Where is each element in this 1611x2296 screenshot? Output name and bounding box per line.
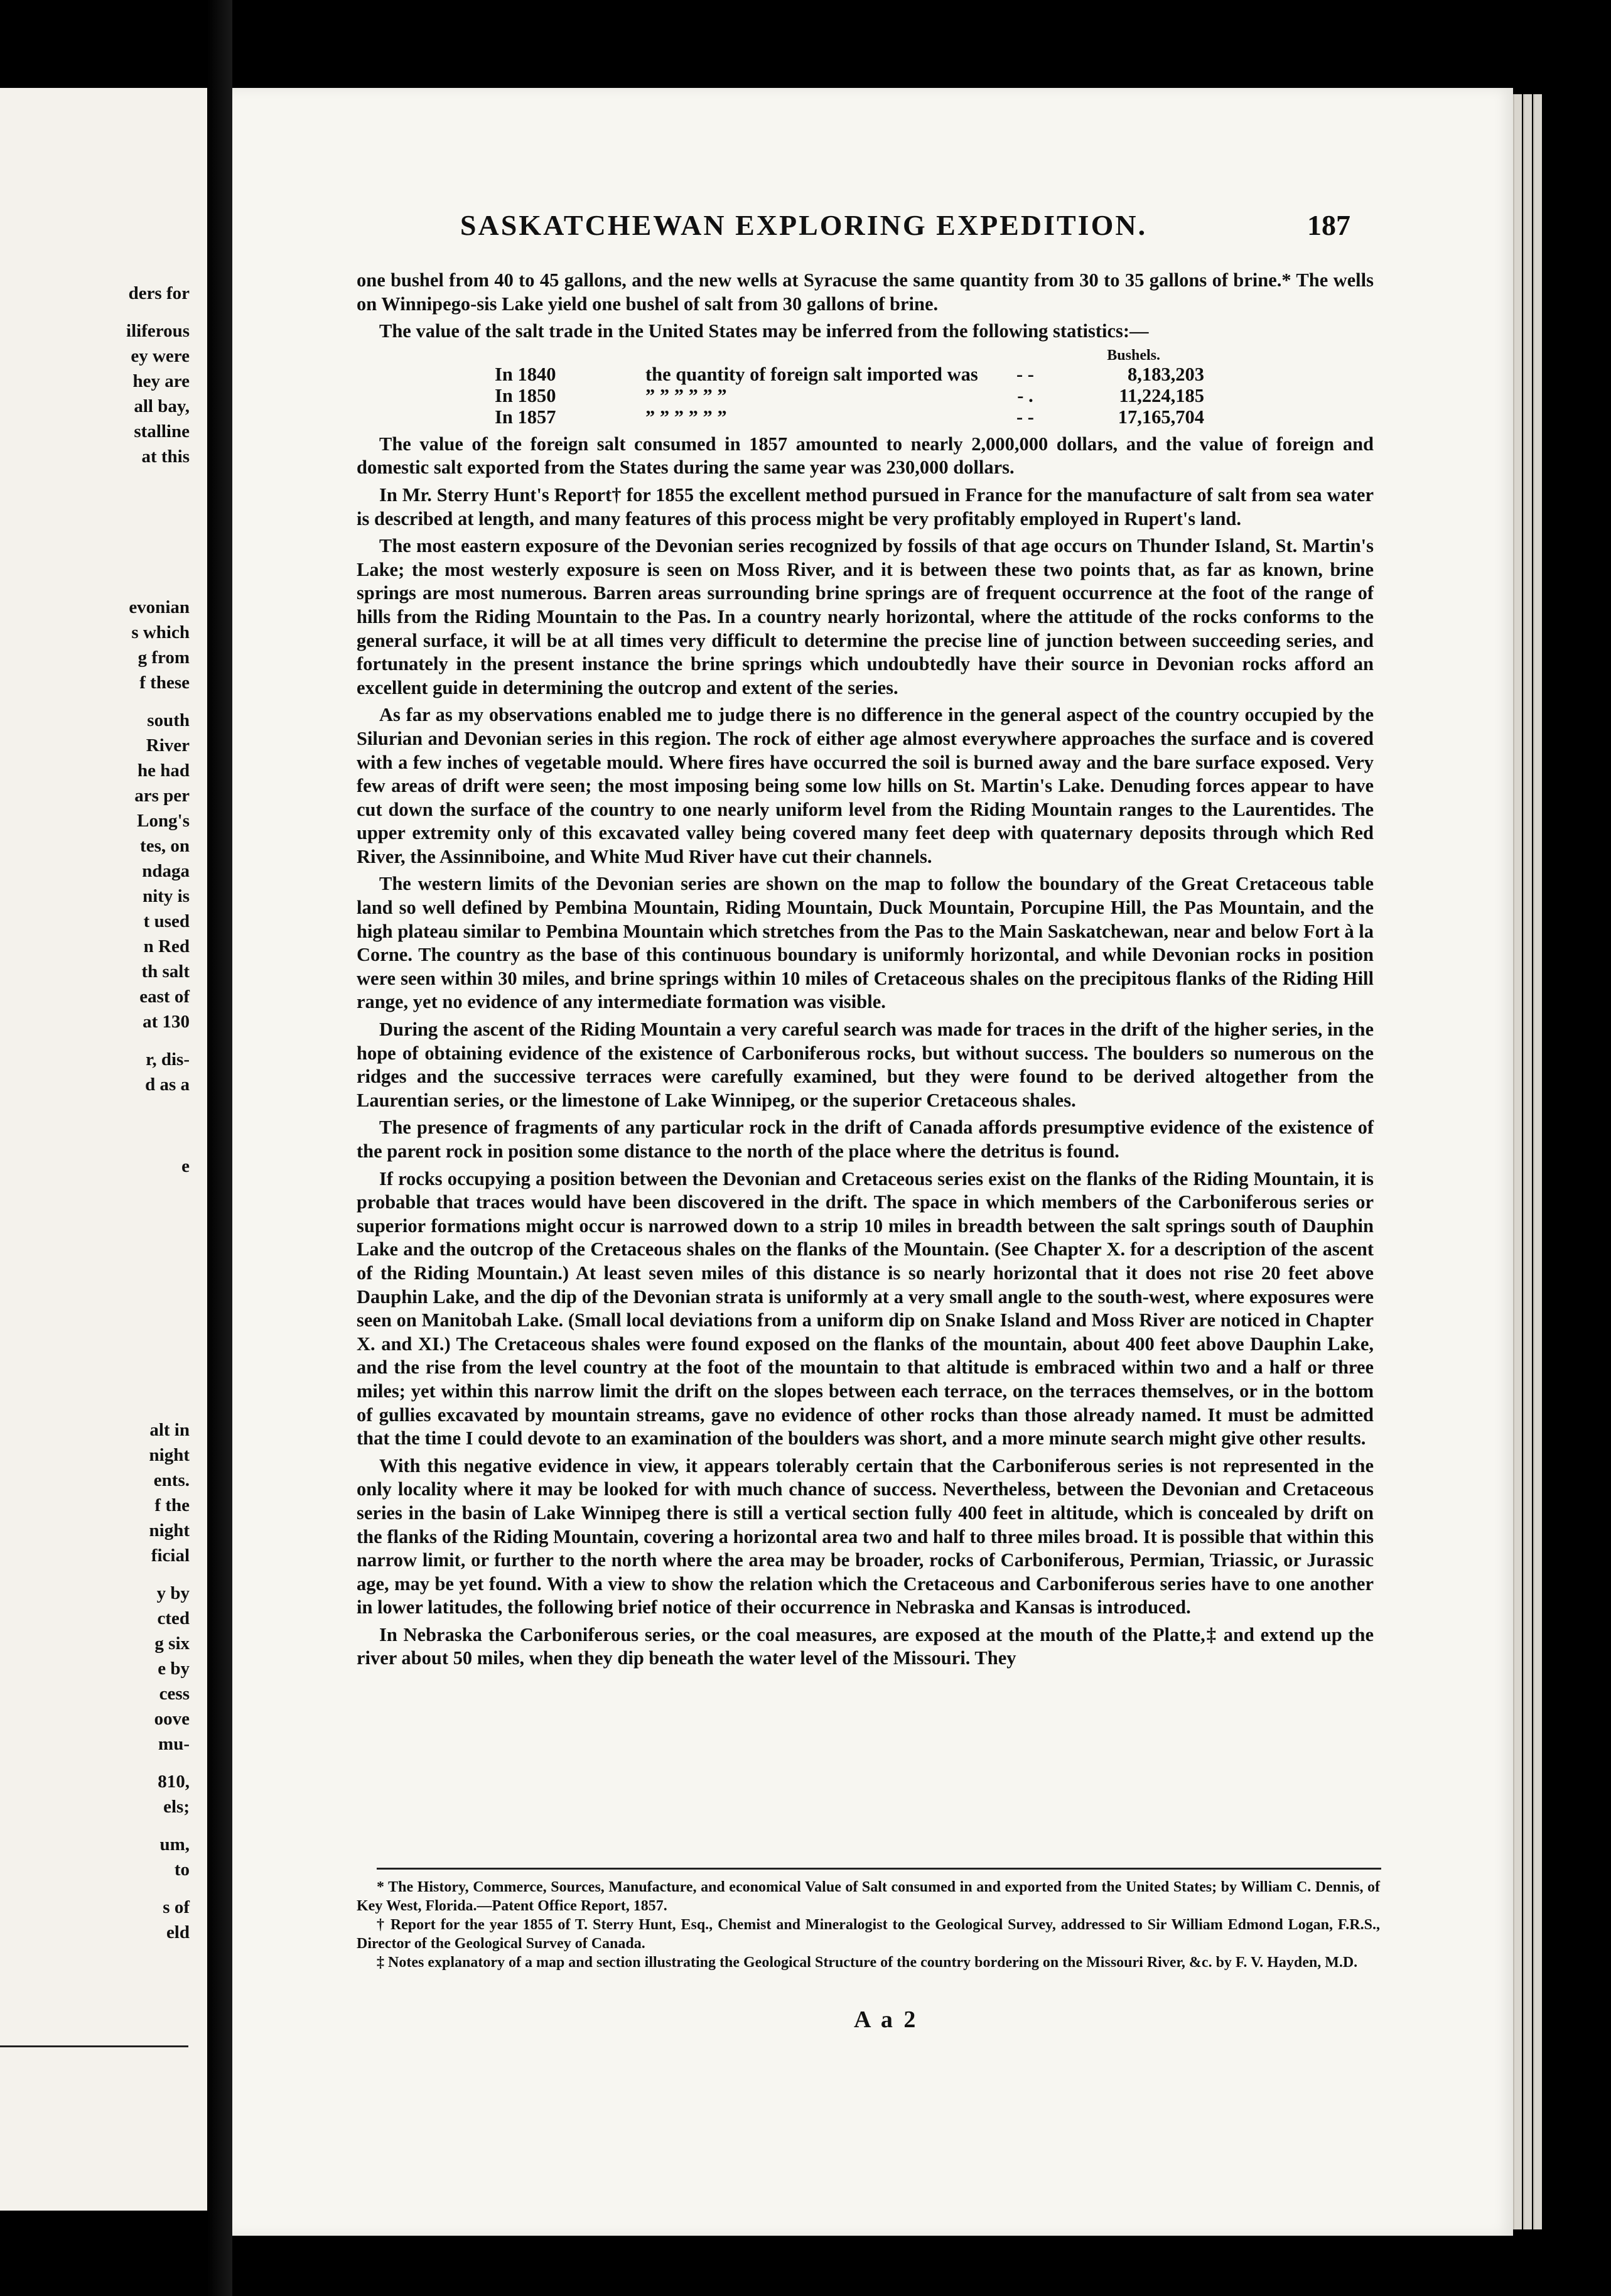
facing-page-text-fragment: Long's xyxy=(137,811,190,831)
unit-label: Bushels. xyxy=(1107,347,1160,364)
paragraph: The presence of fragments of any particular rock in the drift of Canada affords presumptive evidence of the existence of the parent rock in position some distance to the north of the place where the detritus is found. xyxy=(357,1117,1374,1162)
signature-mark: A a 2 xyxy=(854,2006,919,2033)
facing-page-text-fragment: s which xyxy=(131,622,190,642)
facing-page-text-fragment: alt in xyxy=(149,1420,190,1440)
facing-page-text-fragment: eld xyxy=(166,1922,190,1942)
footnote: ‡ Notes explanatory of a map and section illustrating the Geological Structure of the country bordering on the Missouri River, &c. by F. V. Hayden, M.D. xyxy=(377,1954,1358,1971)
body-text xyxy=(357,269,1374,1674)
leader-cell: - - xyxy=(1016,406,1034,428)
facing-page-fragment xyxy=(0,88,207,2211)
facing-page-text-fragment: um, xyxy=(159,1834,190,1855)
facing-page-text-fragment: cess xyxy=(159,1684,190,1704)
facing-page-text-fragment: 810, xyxy=(158,1772,190,1792)
paragraph: With this negative evidence in view, it appears tolerably certain that the Carboniferous series is not represented in the only locality where it may be looked for with much chance of success. Nevertheless, between the Devonian and Cretaceous series in the basin of Lake Winnipeg there is still a vertical section fully 400 feet in altitude, which is concealed by drift on the flanks of the Riding Mountain, covering a horizontal area two and half to three miles broad. It is possible that within this narrow limit, or further to the north where the area may be broader, rocks of Carboniferous, Permian, Triassic, or Jurassic age, may be yet found. With a view to show the relation which the Cretaceous and Carboniferous series have to one another in lower latitudes, the following brief notice of their occurrence in Nebraska and Kansas is introduced. xyxy=(357,1454,1374,1618)
facing-page-text-fragment: f the xyxy=(154,1495,190,1515)
year-cell: In 1840 xyxy=(495,363,556,385)
value-cell: 8,183,203 xyxy=(1128,363,1204,385)
page-edge xyxy=(1513,94,1522,2229)
table-row xyxy=(357,364,1374,385)
facing-page-text-fragment: evonian xyxy=(129,597,190,617)
leader-cell: - - xyxy=(1016,363,1034,385)
facing-page-text-fragment: d as a xyxy=(145,1075,190,1095)
table-row xyxy=(357,385,1374,406)
facing-page-text-fragment: nity is xyxy=(143,886,190,906)
paragraph: The value of the foreign salt consumed in 1857 amounted to nearly 2,000,000 dollars, and the value of foreign and domestic salt exported from the States during the same year was 230,000 dollars. xyxy=(357,433,1374,479)
facing-page-text-fragment: night xyxy=(149,1520,190,1541)
facing-page-footnote-rule xyxy=(0,2045,188,2047)
facing-page-text-fragment: ndaga xyxy=(142,861,190,881)
paragraph: The western limits of the Devonian series are shown on the map to follow the boundary of the Great Cretaceous table land so well defined by Pembina Mountain, Riding Mountain, Duck Mountain, Porcupine Hill, the Pas Mountain, and the high plateau similar to Pembina Mountain which stretches from the Pas to the Main Saskatchewan, near and below Fort à la Corne. The country as the base of this continuous boundary is uniformly horizontal, and while Devonian rocks in position were seen within 30 miles, and brine springs within 10 miles of Cretaceous shales on the precipitous flanks of the Riding Hill range, yet no evidence of any intermediate formation was visible. xyxy=(357,873,1374,1013)
facing-page-text-fragment: night xyxy=(149,1445,190,1465)
facing-page-text-fragment: ders for xyxy=(128,283,190,303)
facing-page-text-fragment: e by xyxy=(158,1659,190,1679)
facing-page-text-fragment: s of xyxy=(163,1897,190,1917)
footnote-divider xyxy=(377,1868,1381,1870)
paragraph: As far as my observations enabled me to judge there is no difference in the general aspect of the country occupied by the Silurian and Devonian series in this region. The rock of either age almost everywhere approaches the surface and is covered with a few inches of vegetable mould. Where fires have occurred the soil is burned away and the bare surface exposed. Very few areas of drift were seen; the most imposing being some low hills on St. Martin's Lake. Denuding forces appear to have cut down the surface of the country to one nearly uniform level from the Riding Mountain ranges to the Laurentides. The upper extremity only of this excavated valley being covered many feet deep with quaternary deposits through which Red River, the Assinniboine, and White Mud River have cut their channels. xyxy=(357,704,1374,867)
facing-page-text-fragment: t used xyxy=(143,911,190,931)
facing-page-text-fragment: els; xyxy=(163,1797,190,1817)
facing-page-text-fragment: cted xyxy=(157,1608,190,1628)
footnote: * The History, Commerce, Sources, Manufacture, and economical Value of Salt consumed in and exported from the United States; by William C. Dennis, of Key West, Florida.—Patent Office Report, 1857. xyxy=(357,1879,1380,1914)
leader-cell: - . xyxy=(1017,384,1033,406)
footnotes xyxy=(357,1878,1380,1972)
facing-page-text-fragment: iliferous xyxy=(126,321,190,341)
paragraph: In Mr. Sterry Hunt's Report† for 1855 the excellent method pursued in France for the manufacture of salt from sea water is described at length, and many features of this process might be very profitably employed in Rupert's land. xyxy=(357,484,1374,529)
salt-statistics-table xyxy=(357,347,1374,428)
facing-page-text-fragment: e xyxy=(181,1156,190,1176)
paragraph: one bushel from 40 to 45 gallons, and the new wells at Syracuse the same quantity from 30 to 35 gallons of brine.* The wells on Winnipego-sis Lake yield one bushel of salt from 30 gallons of brine. xyxy=(357,269,1374,315)
value-cell: 17,165,704 xyxy=(1118,406,1204,428)
facing-page-text-fragment: hey are xyxy=(132,371,190,391)
description-cell: ” ” ” ” ” ” xyxy=(645,384,727,406)
facing-page-text-fragment: stalline xyxy=(134,421,190,441)
table-row xyxy=(357,406,1374,428)
paragraph: In Nebraska the Carboniferous series, or the coal measures, are exposed at the mouth of the Platte,‡ and extend up the river about 50 miles, when they dip beneath the water level of the Missouri. They xyxy=(357,1623,1374,1669)
facing-page-text-fragment: r, dis- xyxy=(146,1049,190,1069)
description-cell: the quantity of foreign salt imported was xyxy=(645,363,978,385)
facing-page-text-fragment: oove xyxy=(154,1709,190,1729)
facing-page-text-fragment: ents. xyxy=(153,1470,190,1490)
gutter-shadow xyxy=(207,0,232,2296)
facing-page-text-fragment: River xyxy=(146,735,190,755)
value-cell: 11,224,185 xyxy=(1119,384,1204,406)
facing-page-text-fragment: ficial xyxy=(151,1546,190,1566)
facing-page-text-fragment: ey were xyxy=(131,346,190,366)
facing-page-text-fragment: f these xyxy=(139,673,190,693)
year-cell: In 1857 xyxy=(495,406,556,428)
paragraph: During the ascent of the Riding Mountain a very careful search was made for traces in the drift of the higher series, in the hope of obtaining evidence of the existence of Carboniferous rocks, but without success. The boulders so numerous on the ridges and the successive terraces were carefully examined, but they were found to be derived altogether from the Laurentian series, or the limestone of Lake Winnipeg, or the superior Cretaceous shales. xyxy=(357,1019,1374,1111)
footnote: † Report for the year 1855 of T. Sterry Hunt, Esq., Chemist and Mineralogist to the Geological Survey, addressed to Sir William Edmond Logan, F.R.S., Director of the Geological Survey of Canada. xyxy=(357,1917,1380,1952)
facing-page-text-fragment: g six xyxy=(154,1633,190,1654)
facing-page-text-fragment: th salt xyxy=(141,961,190,982)
page-edge xyxy=(1533,94,1542,2229)
paragraph: The value of the salt trade in the United States may be inferred from the following statistics:— xyxy=(379,320,1149,342)
facing-page-text-fragment: all bay, xyxy=(134,396,190,416)
facing-page-text-fragment: to xyxy=(174,1860,190,1880)
year-cell: In 1850 xyxy=(495,384,556,406)
page-number: 187 xyxy=(1307,209,1350,241)
facing-page-text-fragment: east of xyxy=(139,987,190,1007)
description-cell: ” ” ” ” ” ” xyxy=(645,406,727,428)
facing-page-text-fragment: y by xyxy=(156,1583,190,1603)
page-edge xyxy=(1523,94,1532,2229)
running-header: SASKATCHEWAN EXPLORING EXPEDITION. xyxy=(460,209,1148,241)
facing-page-text-fragment: n Red xyxy=(143,936,190,956)
facing-page-text-fragment: at 130 xyxy=(143,1012,190,1032)
facing-page-text-fragment: tes, on xyxy=(140,836,190,856)
paragraph: If rocks occupying a position between the Devonian and Cretaceous series exist on the flanks of the Riding Mountain, it is probable that traces would have been discovered in the drift. The space in which members of the Carboniferous series or superior formations might occur is narrowed down to a strip 10 miles in breadth between the salt springs south of Dauphin Lake and the outcrop of the Cretaceous shales on the flanks of the Mountain. (See Chapter X. for a description of the ascent of the Riding Mountain.) At least seven miles of this distance is so nearly horizontal that it does not rise 20 feet above Dauphin Lake, and the dip of the Devonian strata is uniformly at a very small angle to the south-west, where exposures were seen on Manitobah Lake. (Small local deviations from a uniform dip on Snake Island and Moss River are noticed in Chapter X. and XI.) The Cretaceous shales were found exposed on the flanks of the mountain, about 400 feet above Dauphin Lake, and the rise from the level country at the foot of the mountain to that altitude is embraced within two and a half or three miles; yet within this narrow limit the drift on the slopes between each terrace, on the terraces themselves, or in the bottom of gullies excavated by mountain streams, gave no evidence of other rocks than those already named. It must be admitted that the time I could devote to an examination of the boulders was short, and a more minute search might give other results. xyxy=(357,1167,1374,1449)
facing-page-text-fragment: g from xyxy=(137,647,190,668)
facing-page-text-fragment: he had xyxy=(137,761,190,781)
facing-page-text-fragment: at this xyxy=(141,447,190,467)
facing-page-text-fragment: ars per xyxy=(134,786,190,806)
facing-page-text-fragment: mu- xyxy=(158,1734,190,1754)
paragraph: The most eastern exposure of the Devonian series recognized by fossils of that age occurs on Thunder Island, St. Martin's Lake; the most westerly exposure is seen on Moss River, and it is between these two points that, as far as known, brine springs are most numerous. Barren areas surrounding brine springs are of frequent occurrence at the foot of the range of hills from the Riding Mountain to the Pas. In a country nearly horizontal, where the attitude of the rocks conforms to the general surface, it will be at all times very difficult to determine the precise line of junction between succeeding series, and fortunately in the present instance the brine springs which undoubtedly have their source in Devonian rocks afford an excellent guide in determining the outcrop and extent of the series. xyxy=(357,535,1374,698)
facing-page-text-fragment: south xyxy=(147,710,190,730)
